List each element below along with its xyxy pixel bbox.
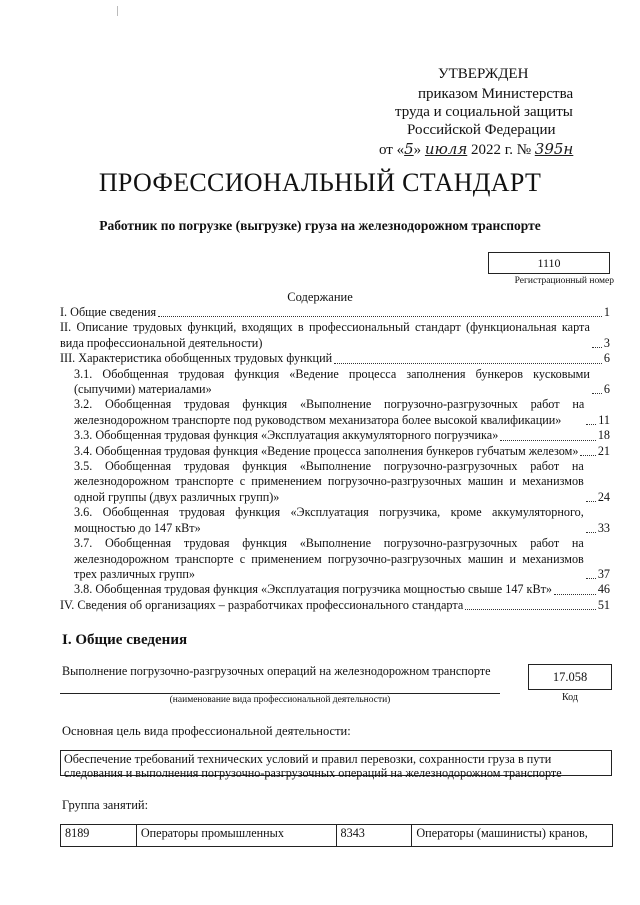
occupation-groups-table	[60, 824, 613, 847]
toc-leader	[586, 501, 596, 502]
activity-code-box: 17.058	[528, 664, 612, 690]
approval-title: УТВЕРЖДЕН	[438, 66, 529, 82]
toc-item[interactable]: I. Общие сведения 1	[60, 305, 610, 319]
toc-leader	[592, 393, 602, 394]
approval-date-line	[379, 140, 573, 159]
table-of-contents	[60, 305, 610, 613]
toc-item[interactable]: 3.7. Обобщенная трудовая функция «Выполнение погрузочно-разгрузочных работ на железнодорожном транспорте с применением погрузочно-разгрузочных машин и механизмов трех различных групп» 37	[74, 536, 610, 581]
toc-leader	[158, 316, 602, 317]
toc-item[interactable]: II. Описание трудовых функций, входящих в профессиональный стандарт (функциональная карта вида профессиональной деятельности) 3	[60, 320, 610, 350]
occupation-code: 8343	[336, 825, 412, 847]
toc-item[interactable]: 3.6. Обобщенная трудовая функция «Эксплуатация погрузчика, кроме аккумуляторного, мощностью до 147 кВт» 33	[74, 505, 610, 535]
table-row	[61, 825, 613, 847]
toc-leader	[586, 532, 596, 533]
toc-item[interactable]: IV. Сведения об организациях – разработчиках профессионального стандарта 51	[60, 597, 610, 612]
activity-kind: Выполнение погрузочно-разгрузочных операций на железнодорожном транспорте	[62, 664, 491, 678]
occupation-group-label: Группа занятий:	[62, 798, 149, 812]
activity-caption: (наименование вида профессиональной деятельности)	[169, 695, 391, 705]
goal-box: Обеспечение требований технических условий и правил перевозки, сохранности груза в пути следования и выполнения погрузочно-разгрузочных операций на железнодорожном транспорте	[60, 750, 612, 776]
toc-leader	[465, 609, 596, 610]
activity-underline	[60, 693, 500, 694]
document-subtitle: Работник по погрузке (выгрузке) груза на железнодорожном транспорте	[99, 218, 541, 233]
toc-item[interactable]: 3.4. Обобщенная трудовая функция «Ведение процесса заполнения бункеров губчатым железом» 21	[74, 443, 610, 458]
occupation-name: Операторы (машинисты) кранов,	[412, 825, 613, 847]
toc-leader	[580, 455, 595, 456]
occupation-name: Операторы промышленных	[136, 825, 336, 847]
approval-line-labor: труда и социальной защиты	[395, 104, 573, 120]
toc-item[interactable]: 3.1. Обобщенная трудовая функция «Ведение процесса заполнения бункеров кусковыми (сыпучими) материалами» 6	[74, 366, 610, 397]
toc-item[interactable]: 3.5. Обобщенная трудовая функция «Выполнение погрузочно-разгрузочных работ на железнодорожном транспорте с применением погрузочно-разгрузочных машин и механизмов одной группы (двух различных групп)» 24	[74, 459, 610, 504]
order-number: 395н	[534, 140, 574, 158]
date-year: 2022 г. №	[467, 142, 535, 158]
date-month: июля	[424, 140, 468, 158]
goal-label: Основная цель вида профессиональной деятельности:	[62, 724, 351, 738]
toc-leader	[334, 363, 602, 364]
approval-line-ministry: приказом Министерства	[418, 86, 574, 102]
toc-item[interactable]: 3.3. Обобщенная трудовая функция «Эксплуатация аккумуляторного погрузчика» 18	[74, 428, 610, 443]
date-day: 5	[404, 140, 414, 158]
toc-leader	[586, 424, 596, 425]
toc-leader	[554, 594, 596, 595]
date-prefix: от «	[379, 142, 405, 158]
toc-item[interactable]: 3.2. Обобщенная трудовая функция «Выполнение погрузочно-разгрузочных работ на железнодорожном транспорте под руководством механизатора более высокой квалификации» 11	[74, 397, 610, 427]
approval-line-federation: Российской Федерации	[407, 122, 556, 138]
registration-number-box: 1110	[488, 252, 610, 274]
toc-leader	[592, 347, 602, 348]
toc-leader	[500, 440, 596, 441]
document-title: ПРОФЕССИОНАЛЬНЫЙ СТАНДАРТ	[98, 168, 542, 197]
occupation-code: 8189	[61, 825, 137, 847]
date-mid: »	[413, 142, 425, 158]
section-heading: I. Общие сведения	[62, 632, 188, 648]
scan-artifact	[117, 6, 118, 16]
toc-item[interactable]: III. Характеристика обобщенных трудовых функций 6	[60, 351, 610, 366]
toc-leader	[586, 578, 596, 579]
activity-code-caption: Код	[562, 692, 578, 703]
toc-item[interactable]: 3.8. Обобщенная трудовая функция «Эксплуатация погрузчика мощностью свыше 147 кВт» 46	[74, 582, 610, 597]
registration-number-label: Регистрационный номер	[514, 276, 614, 286]
toc-heading: Содержание	[287, 290, 353, 304]
